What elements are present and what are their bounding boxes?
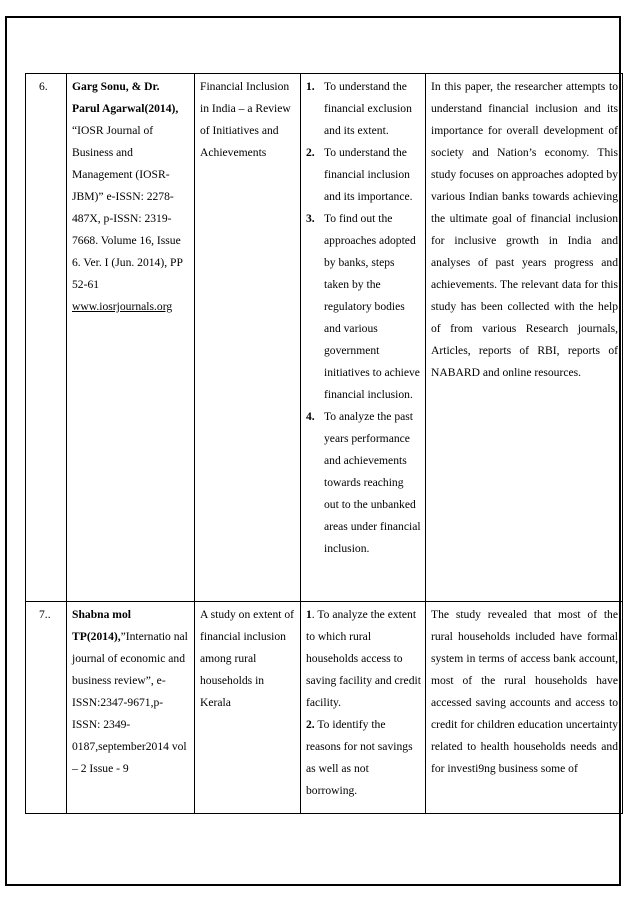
- objective-number: 1: [306, 608, 312, 621]
- objective-text: To understand the financial exclusion and its extent.: [324, 80, 412, 137]
- study-title: Financial Inclusion in India – a Review of Initiatives and Achievements: [195, 74, 301, 602]
- serial-number: 6.: [26, 74, 67, 602]
- objective-text: To analyze the past years performance and achievements towards reaching out to the unbanked areas under financial inclusion.: [324, 410, 421, 555]
- objective-item: [306, 604, 421, 714]
- findings-summary: In this paper, the researcher attempts to understand financial inclusion and its importance for overall development of society and Nation’s economy. This study focuses on approaches adopted by various Indian banks towards achieving the ultimate goal of financial inclusion for inclusive growth in India and analyses of past years progress and achievements. The relevant data for this study has been collected with the help of from various Research journals, Articles, reports of RBI, reports of NABARD and online resources.: [426, 74, 623, 602]
- objective-text: To find out the approaches adopted by banks, steps taken by the regulatory bodies and various government initiatives to achieve financial inclusion.: [324, 212, 420, 401]
- author-citation: [67, 74, 195, 602]
- objective-item: [306, 208, 421, 406]
- objective-item: [306, 76, 421, 142]
- objectives-cell: [301, 602, 426, 814]
- author-citation: [67, 602, 195, 814]
- serial-number: 7..: [26, 602, 67, 814]
- objective-number: 2.: [306, 146, 315, 159]
- table-row: [26, 74, 623, 602]
- objective-text: To identify the reasons for not savings as well as not borrowing.: [306, 718, 413, 797]
- author-name: Shabna mol TP(2014),: [72, 608, 131, 643]
- journal-details: “IOSR Journal of Business and Management (IOSR-JBM)” e-ISSN: 2278-487X, p-ISSN: 2319-7668. Volume 16, Issue 6. Ver. I (Jun. 2014), PP 52-61: [72, 124, 183, 291]
- objective-text: . To analyze the extent to which rural households access to saving facility and credit facility.: [306, 608, 421, 709]
- journal-link[interactable]: www.iosrjournals.org: [72, 300, 173, 313]
- objective-number: 2.: [306, 718, 315, 731]
- table-row: [26, 602, 623, 814]
- objective-number: 4.: [306, 410, 315, 423]
- objectives-cell: [301, 74, 426, 602]
- objective-text: To understand the financial inclusion and its importance.: [324, 146, 413, 203]
- objective-item: [306, 142, 421, 208]
- journal-details: ”Internatio nal journal of economic and business review”, e-ISSN:2347-9671,p-ISSN: 2349-0187,september2014 vol – 2 Issue - 9: [72, 630, 188, 775]
- findings-summary: The study revealed that most of the rural households included have formal system in terms of access bank account, most of the rural households have accessed saving accounts and access to credit for children education uncertainty related to health households needs and for investi9ng business some of: [426, 602, 623, 814]
- objective-item: [306, 714, 421, 802]
- objective-item: [306, 406, 421, 560]
- objective-number: 3.: [306, 212, 315, 225]
- author-name: Garg Sonu, & Dr. Parul Agarwal(2014),: [72, 80, 179, 115]
- study-title: A study on extent of financial inclusion among rural households in Kerala: [195, 602, 301, 814]
- literature-review-table: [25, 73, 623, 814]
- objective-number: 1.: [306, 80, 315, 93]
